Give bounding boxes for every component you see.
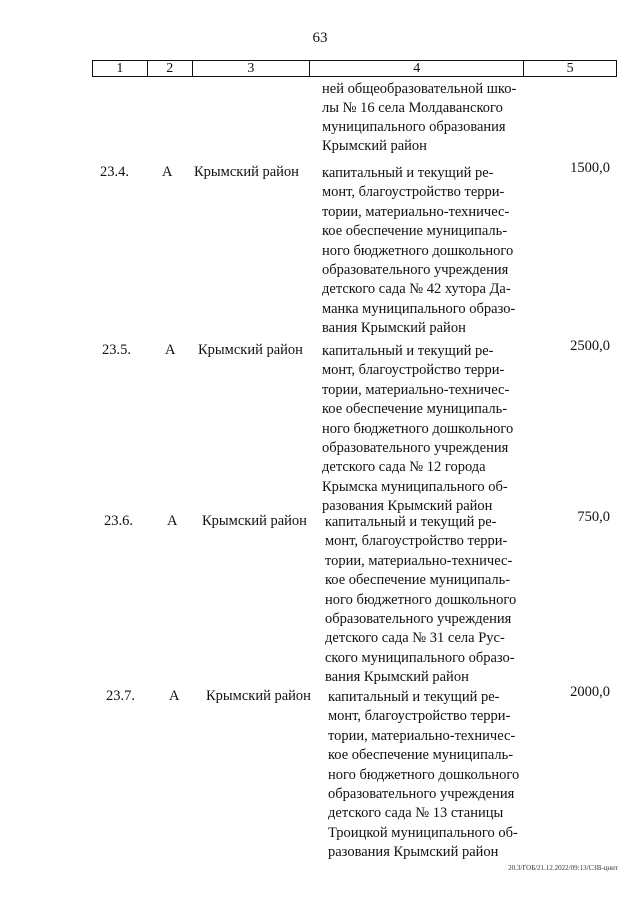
row-district: Крымский район <box>206 688 311 704</box>
description-line: манка муниципального образо- <box>322 300 516 317</box>
description-line: капитальный и текущий ре- <box>322 165 494 181</box>
description-line: ного бюджетного дошкольного <box>322 420 514 437</box>
row-number: 23.5. <box>102 342 131 358</box>
row-number: 23.4. <box>100 164 129 180</box>
row-description <box>325 513 530 688</box>
description-line: разования Крымский район <box>328 844 499 861</box>
row-amount: 750,0 <box>577 509 610 525</box>
description-line: кое обеспечение муниципаль- <box>322 401 508 418</box>
description-line: тории, материально-техничес- <box>325 552 513 569</box>
row-amount: 2500,0 <box>570 338 610 354</box>
description-line: монт, благоустройство терри- <box>325 533 508 550</box>
row-amount: 2000,0 <box>570 684 610 700</box>
row-description <box>322 342 527 517</box>
description-line: детского сада № 31 села Рус- <box>325 630 505 647</box>
row-number: 23.6. <box>104 513 133 529</box>
continued-line: муниципального образования <box>322 119 506 135</box>
description-line: вания Крымский район <box>325 669 469 686</box>
description-line: образовательного учреждения <box>322 262 509 279</box>
row-code: А <box>167 513 178 529</box>
row-number: 23.7. <box>106 688 135 704</box>
description-line: монт, благоустройство терри- <box>322 184 505 201</box>
description-line: детского сада № 13 станицы <box>328 805 504 822</box>
row-amount: 1500,0 <box>570 160 610 176</box>
description-line: разования Крымский район <box>322 498 493 515</box>
description-line: детского сада № 42 хутора Да- <box>322 281 511 298</box>
description-line: Крымска муниципального об- <box>322 478 508 495</box>
description-line: монт, благоустройство терри- <box>322 362 505 379</box>
description-line: Троицкой муниципального об- <box>328 824 518 841</box>
description-line: капитальный и текущий ре- <box>325 514 497 530</box>
page-number: 63 <box>312 30 328 46</box>
column-header-4: 4 <box>310 61 524 76</box>
row-district: Крымский район <box>202 513 307 529</box>
description-line: детского сада № 12 города <box>322 459 486 476</box>
description-line: вания Крымский район <box>322 320 466 337</box>
row-code: А <box>169 688 180 704</box>
description-line: ного бюджетного дошкольного <box>325 591 517 608</box>
description-line: ного бюджетного дошкольного <box>322 242 514 259</box>
column-header-5: 5 <box>566 61 574 76</box>
continued-description <box>322 80 527 156</box>
description-line: капитальный и текущий ре- <box>322 343 494 359</box>
continued-line: лы № 16 села Молдаванского <box>322 100 503 116</box>
column-header-row <box>92 60 617 77</box>
description-line: монт, благоустройство терри- <box>328 708 511 725</box>
column-header-1: 1 <box>93 61 148 76</box>
description-line: образовательного учреждения <box>325 611 512 628</box>
document-footer-code: 20.3/ГОБ/21.12.2022/09:13/СЗВ-цнит <box>508 864 618 872</box>
row-code: А <box>165 342 176 358</box>
description-line: ного бюджетного дошкольного <box>328 766 520 783</box>
continued-line: ней общеобразовательной шко- <box>322 81 517 97</box>
description-line: тории, материально-техничес- <box>328 727 516 744</box>
description-line: капитальный и текущий ре- <box>328 689 500 705</box>
description-line: тории, материально-техничес- <box>322 203 510 220</box>
row-district: Крымский район <box>198 342 303 358</box>
row-code: А <box>162 164 173 180</box>
continued-line: Крымский район <box>322 138 427 154</box>
description-line: тории, материально-техничес- <box>322 381 510 398</box>
column-header-2: 2 <box>148 61 193 76</box>
column-header-3: 3 <box>193 61 311 76</box>
row-description <box>322 164 527 339</box>
description-line: ского муниципального образо- <box>325 649 515 666</box>
description-line: образовательного учреждения <box>322 440 509 457</box>
description-line: кое обеспечение муниципаль- <box>328 747 514 764</box>
description-line: кое обеспечение муниципаль- <box>322 223 508 240</box>
row-district: Крымский район <box>194 164 299 180</box>
row-description <box>328 688 533 863</box>
description-line: кое обеспечение муниципаль- <box>325 572 511 589</box>
description-line: образовательного учреждения <box>328 786 515 803</box>
